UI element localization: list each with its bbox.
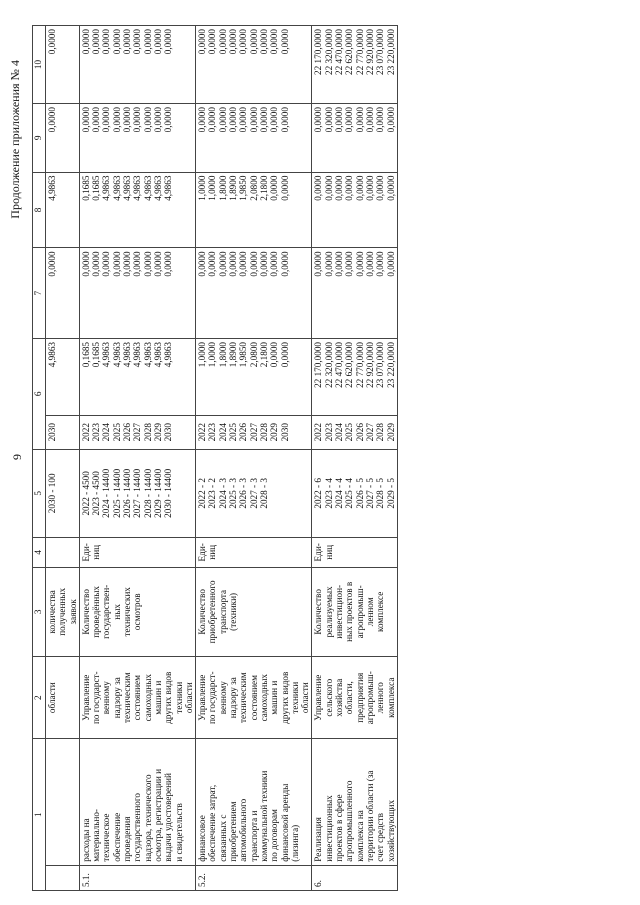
amount-value: 0,0000 [228, 107, 239, 133]
amount-value: 4,9863 [132, 175, 143, 201]
amount-value: 23 070,0000 [375, 341, 386, 388]
row-indicator: Количество реализуемых инвестицион- ных проектов в агропромыш- ленном комплексе [312, 567, 397, 657]
amount-value: 0,0000 [132, 251, 143, 277]
table-row [312, 26, 397, 891]
amount-value: 0,0000 [80, 107, 91, 133]
col-number-10: 10 [33, 26, 46, 104]
amount-value: 0,0000 [364, 175, 375, 201]
amount-value: 0,0000 [207, 251, 218, 277]
row-unit: Еди- ниц [312, 538, 397, 568]
year-value: 2023 [323, 423, 334, 442]
amount-value: 4,9863 [111, 341, 122, 368]
row-name: расходы на материально- техническое обеспечение проведения государственного надзора, технического осмотра, регистрации и выдачи удостоверений и свидетельств [79, 739, 195, 865]
amount-value: 0,0000 [238, 251, 249, 277]
amount-value: 0,0000 [334, 175, 345, 201]
continued-plan: 2030 - 100 [46, 449, 80, 538]
amount-value: 0,0000 [122, 107, 133, 133]
row-unit: Еди- ниц [79, 538, 195, 568]
year-value: 2028 [142, 423, 153, 442]
amount-value: 22 620,0000 [344, 29, 355, 75]
continued-year: 2030 [46, 415, 80, 449]
amount-value: 2,1800 [258, 175, 269, 201]
amount-value: 4,9863 [163, 341, 174, 368]
amount-value: 0,0000 [152, 29, 163, 55]
amount-value: 22 320,0000 [323, 29, 334, 75]
amount-value: 2,1800 [258, 341, 269, 368]
year-value: 2026 [354, 423, 365, 442]
amount-value: 0,0000 [279, 251, 290, 277]
amount-value: 0,0000 [228, 29, 239, 55]
col-number-8: 8 [33, 172, 46, 248]
amount-value: 22 620,0000 [344, 341, 355, 388]
amount-value: 0,0000 [385, 251, 396, 277]
amount-value: 0,0000 [375, 175, 386, 201]
row-c8 [196, 172, 312, 248]
year-value: 2024 [101, 423, 112, 442]
amount-value: 0,0000 [269, 175, 280, 201]
plan-value: 2029 - 14400 [152, 468, 163, 518]
amount-value: 0,0000 [313, 251, 324, 277]
amount-value: 0,0000 [197, 29, 208, 55]
plan-value: 2029 - 5 [385, 478, 396, 509]
column-number-row [33, 26, 46, 891]
amount-value: 0,0000 [122, 251, 133, 277]
year-value: 2028 [258, 423, 269, 442]
amount-value: 0,0000 [279, 175, 290, 201]
row-c9 [196, 104, 312, 172]
amount-value: 0,0000 [258, 29, 269, 55]
row-name: финансовое обеспечение затрат, связанных с приобретением автомобильного транспорта и коммунальной техники по договорам финансовой аренды (лизинга) [196, 739, 312, 865]
row-executor: Управление по государст- венному надзору за техническим состоянием самоходных машин и других видов техники области [196, 657, 312, 739]
row-c6 [312, 338, 397, 415]
amount-value: 0,0000 [152, 107, 163, 133]
amount-value: 4,9863 [122, 341, 133, 368]
amount-value: 22 770,0000 [354, 341, 365, 388]
amount-value: 4,9863 [152, 341, 163, 368]
row-number: 5.1. [79, 865, 195, 890]
row-c9 [79, 104, 195, 172]
amount-value: 1,8900 [228, 175, 239, 201]
year-value: 2027 [132, 423, 143, 442]
amount-value: 0,0000 [385, 107, 396, 133]
amount-value: 4,9863 [101, 175, 112, 201]
continued-executor: области [46, 657, 80, 739]
amount-value: 4,9863 [142, 175, 153, 201]
amount-value: 0,0000 [197, 107, 208, 133]
amount-value: 4,9863 [132, 341, 143, 368]
amount-value: 0,0000 [228, 251, 239, 277]
row-indicator: Количество приобретенного транспорта (техники) [196, 567, 312, 657]
row-c8 [79, 172, 195, 248]
amount-value: 0,0000 [385, 175, 396, 201]
table-row [196, 26, 312, 891]
amount-value: 0,0000 [163, 251, 174, 277]
row-c7 [312, 248, 397, 339]
amount-value: 22 920,0000 [364, 29, 375, 75]
row-name: Реализация инвестиционных проектов в сфере агропромышленного комплекса на территории области (за счет средств хозяйствующих [312, 739, 397, 865]
plan-value: 2025 - 4 [344, 478, 355, 509]
amount-value: 22 920,0000 [364, 341, 375, 388]
amount-value: 1,0000 [197, 175, 208, 201]
amount-value: 0,0000 [354, 175, 365, 201]
amount-value: 0,0000 [334, 107, 345, 133]
program-table [32, 25, 398, 891]
amount-value: 0,0000 [80, 251, 91, 277]
plan-value: 2023 - 4 [323, 478, 334, 509]
amount-value: 0,0000 [313, 175, 324, 201]
continued-total: 4,9863 [46, 338, 80, 415]
amount-value: 1,0000 [207, 341, 218, 368]
row-unit: Еди- ниц [196, 538, 312, 568]
amount-value: 4,9863 [163, 175, 174, 201]
amount-value: 1,8900 [228, 341, 239, 368]
amount-value: 0,0000 [375, 251, 386, 277]
amount-value: 0,0000 [323, 251, 334, 277]
amount-value: 1,0000 [197, 341, 208, 368]
amount-value: 0,1685 [91, 341, 102, 368]
amount-value: 0,0000 [207, 29, 218, 55]
plan-value: 2026 - 3 [238, 478, 249, 509]
amount-value: 0,0000 [269, 341, 280, 368]
row-c10 [312, 26, 397, 104]
col-number-4: 4 [33, 538, 46, 568]
row-c10 [196, 26, 312, 104]
amount-value: 4,9863 [111, 175, 122, 201]
continuation-note: Продолжение приложения № 4 [8, 60, 22, 219]
amount-value: 0,0000 [101, 29, 112, 55]
row-years [312, 415, 397, 449]
plan-value: 2026 - 5 [354, 478, 365, 509]
plan-value: 2028 - 3 [258, 478, 269, 509]
plan-value: 2027 - 3 [248, 478, 259, 509]
col-number-1: 1 [33, 739, 46, 891]
row-c10 [79, 26, 195, 104]
amount-value: 1,9850 [238, 175, 249, 201]
continued-indicator: количества полученных заявок [46, 567, 80, 657]
plan-value: 2026 - 14400 [122, 468, 133, 518]
year-value: 2027 [248, 423, 259, 442]
continued-col8: 4,9863 [46, 172, 80, 248]
amount-value: 0,0000 [269, 251, 280, 277]
amount-value: 0,0000 [132, 29, 143, 55]
plan-value: 2024 - 4 [334, 478, 345, 509]
amount-value: 0,0000 [258, 251, 269, 277]
page-number: 9 [10, 454, 24, 460]
year-value: 2023 [207, 423, 218, 442]
plan-value: 2022 - 6 [313, 478, 324, 509]
year-value: 2029 [269, 423, 280, 442]
continued-col9: 0,0000 [46, 104, 80, 172]
amount-value: 2,0800 [248, 341, 259, 368]
amount-value: 0,0000 [279, 29, 290, 55]
row-years [196, 415, 312, 449]
col-number-3: 3 [33, 567, 46, 657]
amount-value: 0,0000 [91, 251, 102, 277]
amount-value: 4,9863 [142, 341, 153, 368]
row-c6 [79, 338, 195, 415]
amount-value: 4,9863 [101, 341, 112, 368]
continued-col7: 0,0000 [46, 248, 80, 339]
year-value: 2029 [152, 423, 163, 442]
plan-value: 2027 - 14400 [132, 468, 143, 518]
col-number-6: 6 [33, 338, 46, 449]
plan-value: 2025 - 3 [228, 478, 239, 509]
amount-value: 0,0000 [217, 29, 228, 55]
amount-value: 1,9850 [238, 341, 249, 368]
amount-value: 0,0000 [238, 107, 249, 133]
year-value: 2029 [385, 423, 396, 442]
amount-value: 0,0000 [323, 107, 334, 133]
continued-row [46, 26, 80, 891]
amount-value: 0,0000 [197, 251, 208, 277]
amount-value: 0,0000 [248, 251, 259, 277]
row-c9 [312, 104, 397, 172]
year-value: 2023 [91, 423, 102, 442]
amount-value: 0,0000 [364, 251, 375, 277]
amount-value: 22 770,0000 [354, 29, 365, 75]
row-years [79, 415, 195, 449]
plan-value: 2030 - 14400 [163, 468, 174, 518]
row-plan [196, 449, 312, 538]
table-row [79, 26, 195, 891]
row-c7 [196, 248, 312, 339]
amount-value: 22 320,0000 [323, 341, 334, 388]
year-value: 2030 [279, 423, 290, 442]
row-executor: Управление по государст- венному надзору за техническим состоянием самоходных машин и других видов техники области [79, 657, 195, 739]
amount-value: 0,0000 [279, 107, 290, 133]
amount-value: 23 220,0000 [385, 341, 396, 388]
plan-value: 2028 - 14400 [142, 468, 153, 518]
plan-value: 2023 - 4500 [91, 471, 102, 516]
amount-value: 0,0000 [375, 107, 386, 133]
amount-value: 0,0000 [207, 107, 218, 133]
year-value: 2027 [364, 423, 375, 442]
row-plan [312, 449, 397, 538]
amount-value: 0,0000 [248, 107, 259, 133]
row-number: 5.2. [196, 865, 312, 890]
col-number-5: 5 [33, 449, 46, 538]
amount-value: 0,0000 [269, 107, 280, 133]
amount-value: 4,9863 [122, 175, 133, 201]
amount-value: 0,0000 [101, 107, 112, 133]
amount-value: 0,0000 [142, 29, 153, 55]
col-number-7: 7 [33, 248, 46, 339]
amount-value: 0,1685 [91, 175, 102, 201]
amount-value: 23 220,0000 [385, 29, 396, 75]
amount-value: 0,0000 [313, 107, 324, 133]
amount-value: 0,1685 [80, 341, 91, 368]
amount-value: 0,0000 [344, 175, 355, 201]
year-value: 2025 [344, 423, 355, 442]
year-value: 2024 [334, 423, 345, 442]
amount-value: 0,0000 [269, 29, 280, 55]
plan-value: 2022 - 4500 [80, 471, 91, 516]
amount-value: 1,8000 [217, 341, 228, 368]
amount-value: 0,0000 [111, 107, 122, 133]
amount-value: 22 470,0000 [334, 341, 345, 388]
year-value: 2030 [163, 423, 174, 442]
year-value: 2028 [375, 423, 386, 442]
amount-value: 0,0000 [91, 107, 102, 133]
amount-value: 0,0000 [111, 251, 122, 277]
plan-value: 2024 - 14400 [101, 468, 112, 518]
amount-value: 0,0000 [323, 175, 334, 201]
amount-value: 0,0000 [163, 107, 174, 133]
year-value: 2024 [217, 423, 228, 442]
plan-value: 2027 - 5 [364, 478, 375, 509]
amount-value: 23 070,0000 [375, 29, 386, 75]
amount-value: 0,0000 [354, 107, 365, 133]
amount-value: 1,0000 [207, 175, 218, 201]
amount-value: 2,0800 [248, 175, 259, 201]
row-c8 [312, 172, 397, 248]
row-number: 6. [312, 865, 397, 890]
amount-value: 0,0000 [122, 29, 133, 55]
amount-value: 0,0000 [142, 107, 153, 133]
row-indicator: Количество проведённых государствен- ных технических осмотров [79, 567, 195, 657]
amount-value: 0,0000 [364, 107, 375, 133]
amount-value: 1,8000 [217, 175, 228, 201]
amount-value: 0,1685 [80, 175, 91, 201]
amount-value: 0,0000 [258, 107, 269, 133]
amount-value: 0,0000 [152, 251, 163, 277]
year-value: 2022 [80, 423, 91, 442]
year-value: 2022 [197, 423, 208, 442]
amount-value: 0,0000 [217, 107, 228, 133]
amount-value: 22 170,0000 [313, 341, 324, 388]
amount-value: 0,0000 [80, 29, 91, 55]
amount-value: 0,0000 [91, 29, 102, 55]
row-c6 [196, 338, 312, 415]
row-executor: Управление сельского хозяйства области, предприятия агропромыш- ленного комплекса [312, 657, 397, 739]
year-value: 2025 [111, 423, 122, 442]
plan-value: 2023 - 2 [207, 478, 218, 509]
plan-value: 2024 - 3 [217, 478, 228, 509]
year-value: 2026 [238, 423, 249, 442]
amount-value: 22 470,0000 [334, 29, 345, 75]
amount-value: 0,0000 [163, 29, 174, 55]
amount-value: 0,0000 [248, 29, 259, 55]
amount-value: 0,0000 [217, 251, 228, 277]
plan-value: 2022 - 2 [197, 478, 208, 509]
amount-value: 0,0000 [142, 251, 153, 277]
amount-value: 0,0000 [354, 251, 365, 277]
col-number-9: 9 [33, 104, 46, 172]
amount-value: 4,9863 [152, 175, 163, 201]
year-value: 2022 [313, 423, 324, 442]
amount-value: 0,0000 [344, 107, 355, 133]
plan-value: 2025 - 14400 [111, 468, 122, 518]
amount-value: 0,0000 [238, 29, 249, 55]
continued-col10: 0,0000 [46, 26, 80, 104]
year-value: 2026 [122, 423, 133, 442]
year-value: 2025 [228, 423, 239, 442]
col-number-2: 2 [33, 657, 46, 739]
amount-value: 0,0000 [101, 251, 112, 277]
amount-value: 0,0000 [334, 251, 345, 277]
amount-value: 0,0000 [279, 341, 290, 368]
amount-value: 22 170,0000 [313, 29, 324, 75]
amount-value: 0,0000 [132, 107, 143, 133]
amount-value: 0,0000 [111, 29, 122, 55]
amount-value: 0,0000 [344, 251, 355, 277]
plan-value: 2028 - 5 [375, 478, 386, 509]
row-c7 [79, 248, 195, 339]
row-plan [79, 449, 195, 538]
